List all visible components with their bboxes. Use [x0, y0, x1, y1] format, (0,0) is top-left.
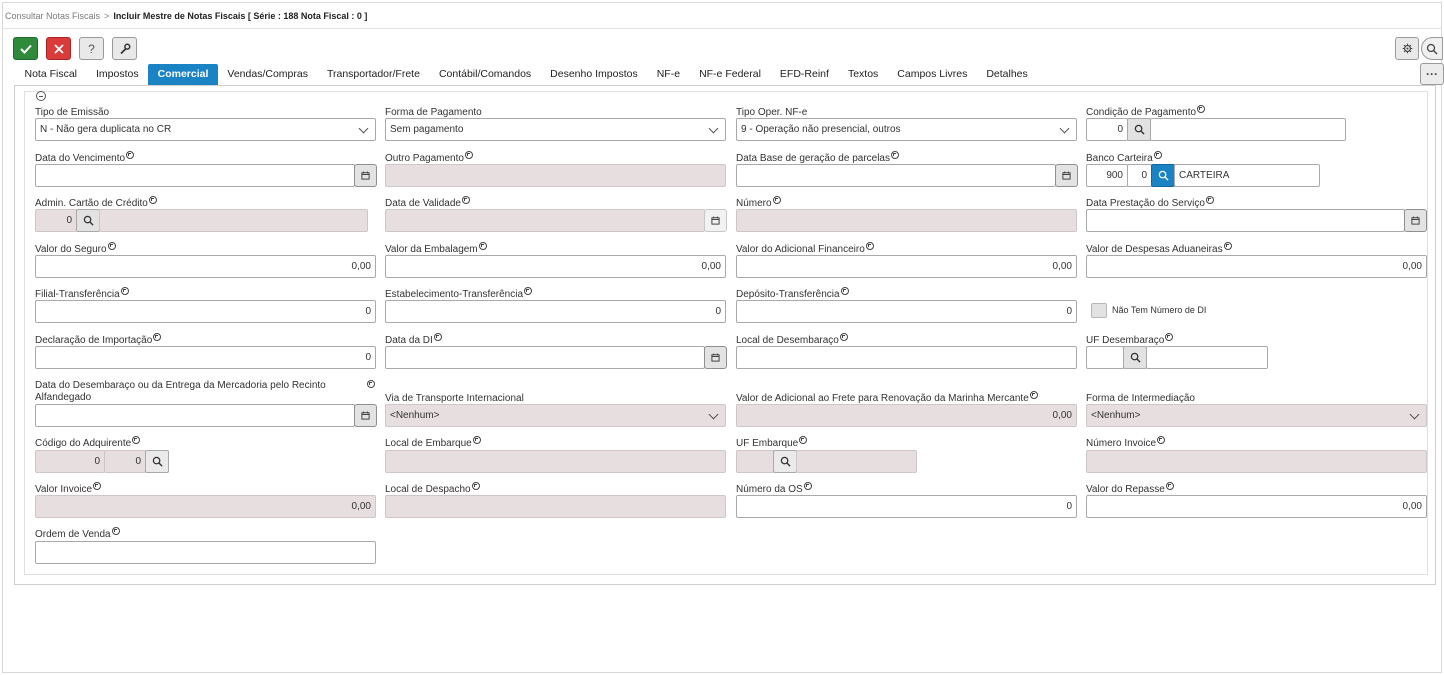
tipo-oper-nfe-select[interactable]: 9 - Operação não presencial, outros — [736, 118, 1077, 141]
search-icon — [1158, 170, 1169, 181]
nao-tem-numero-di-label: Não Tem Número de DI — [1112, 305, 1207, 315]
copy-icon[interactable] — [1165, 333, 1173, 341]
nao-tem-numero-di-checkbox[interactable] — [1091, 303, 1107, 318]
numero-invoice-label — [1086, 438, 1165, 450]
tab-nota-fiscal[interactable]: Nota Fiscal — [24, 68, 78, 80]
copy-icon[interactable] — [1154, 151, 1162, 159]
valor-adicional-financeiro-label-text: Valor do Adicional Financeiro — [736, 244, 865, 255]
valor-despesas-aduaneiras-label-text: Valor de Despesas Aduaneiras — [1086, 244, 1223, 255]
data-validade-input — [385, 209, 705, 232]
wrench-icon — [119, 43, 131, 55]
copy-icon[interactable] — [121, 287, 129, 295]
copy-icon[interactable] — [1166, 482, 1174, 490]
copy-icon[interactable] — [126, 151, 134, 159]
data-prestacao-input[interactable] — [1086, 209, 1405, 232]
uf-embarque-label — [736, 438, 807, 450]
valor-seguro-input[interactable]: 0,00 — [35, 255, 376, 278]
data-validade-calendar-button[interactable] — [704, 209, 727, 232]
close-icon — [54, 44, 64, 54]
copy-icon[interactable] — [479, 242, 487, 250]
estabelecimento-transferencia-label-text: Estabelecimento-Transferência — [385, 289, 524, 300]
ordem-venda-label — [35, 529, 120, 541]
calendar-icon — [711, 353, 720, 362]
banco-carteira-descricao[interactable]: CARTEIRA — [1174, 164, 1320, 187]
search-icon — [152, 456, 163, 467]
banco-carteira-codigo[interactable]: 0 — [1127, 164, 1152, 187]
numero-invoice-input — [1086, 450, 1427, 473]
local-embarque-label-text: Local de Embarque — [385, 438, 472, 449]
local-desembaraco-label-text: Local de Desembaraço — [736, 335, 839, 346]
admin-cartao-label-text: Admin. Cartão de Crédito — [35, 198, 148, 209]
condicao-pagamento-label-text: Condição de Pagamento — [1086, 107, 1197, 118]
declaracao-importacao-input[interactable]: 0 — [35, 346, 376, 369]
tab-desenho-impostos[interactable]: Desenho Impostos — [550, 68, 638, 80]
banco-carteira-search-button[interactable] — [1151, 164, 1175, 187]
valor-despesas-aduaneiras-input[interactable]: 0,00 — [1086, 255, 1427, 278]
forma-pagamento-select[interactable]: Sem pagamento — [385, 118, 726, 141]
valor-embalagem-input[interactable]: 0,00 — [385, 255, 726, 278]
ellipsis-icon: ··· — [1426, 67, 1438, 81]
forma-intermediacao-label: Forma de Intermediação — [1086, 393, 1195, 404]
valor-repasse-input[interactable]: 0,00 — [1086, 495, 1427, 518]
outro-pagamento-label-text: Outro Pagamento — [385, 153, 464, 164]
codigo-adquirente-search-button[interactable] — [145, 450, 169, 473]
calendar-icon — [711, 216, 720, 225]
copy-icon[interactable] — [773, 196, 781, 204]
copy-icon[interactable] — [1197, 105, 1205, 113]
copy-icon[interactable] — [840, 333, 848, 341]
gear-icon — [1402, 43, 1413, 54]
copy-icon[interactable] — [1224, 242, 1232, 250]
data-desembaraco-input[interactable] — [35, 404, 355, 427]
data-di-label-text: Data da DI — [385, 335, 433, 346]
codigo-adquirente-input-2: 0 — [104, 450, 146, 473]
copy-icon[interactable] — [472, 482, 480, 490]
filial-transferencia-input[interactable]: 0 — [35, 300, 376, 323]
data-di-calendar-button[interactable] — [704, 346, 727, 369]
breadcrumb-current: Incluir Mestre de Notas Fiscais [ Série : 188 Nota Fiscal : 0 ] — [113, 11, 368, 21]
cancel-button[interactable] — [46, 37, 71, 60]
numero-os-label-text: Número da OS — [736, 484, 803, 495]
local-despacho-label-text: Local de Despacho — [385, 484, 471, 495]
copy-icon[interactable] — [153, 333, 161, 341]
collapse-section-icon[interactable] — [36, 91, 46, 101]
local-embarque-label — [385, 438, 481, 450]
ordem-venda-input[interactable] — [35, 541, 376, 564]
valor-repasse-label-text: Valor do Repasse — [1086, 484, 1165, 495]
breadcrumb-parent[interactable]: Consultar Notas Fiscais — [5, 11, 101, 21]
valor-embalagem-label-text: Valor da Embalagem — [385, 244, 478, 255]
copy-icon[interactable] — [841, 287, 849, 295]
confirm-button[interactable] — [13, 37, 38, 60]
copy-icon[interactable] — [367, 380, 375, 388]
search-icon — [780, 456, 791, 467]
copy-icon[interactable] — [462, 196, 470, 204]
tab-contabil-comandos[interactable]: Contábil/Comandos — [438, 68, 532, 80]
valor-afrmm-label-text: Valor de Adicional ao Frete para Renovação da Marinha Mercante — [736, 393, 1029, 404]
copy-icon[interactable] — [524, 287, 532, 295]
via-transporte-label: Via de Transporte Internacional — [385, 393, 524, 404]
tab-transportador-frete[interactable]: Transportador/Frete — [326, 68, 420, 80]
uf-embarque-description — [796, 450, 917, 473]
copy-icon[interactable] — [465, 151, 473, 159]
copy-icon[interactable] — [866, 242, 874, 250]
search-icon — [1426, 43, 1438, 55]
copy-icon[interactable] — [1206, 196, 1214, 204]
copy-icon[interactable] — [93, 482, 101, 490]
valor-adicional-financeiro-input[interactable]: 0,00 — [736, 255, 1077, 278]
numero-os-input[interactable]: 0 — [736, 495, 1077, 518]
help-icon: ? — [88, 41, 95, 56]
copy-icon[interactable] — [473, 436, 481, 444]
admin-cartao-search-button[interactable] — [76, 209, 100, 232]
local-desembaraco-input[interactable] — [736, 346, 1077, 369]
copy-icon[interactable] — [891, 151, 899, 159]
search-icon — [83, 215, 94, 226]
copy-icon[interactable] — [799, 436, 807, 444]
copy-icon[interactable] — [434, 333, 442, 341]
more-options-button[interactable] — [1420, 63, 1444, 85]
tab-nfe-federal[interactable]: NF-e Federal — [699, 68, 761, 80]
data-validade-label-text: Data de Validade — [385, 198, 461, 209]
uf-desembaraco-description[interactable] — [1146, 346, 1268, 369]
calendar-icon — [361, 171, 370, 180]
filial-transferencia-label-text: Filial-Transferência — [35, 289, 120, 300]
tab-efd-reinf[interactable]: EFD-Reinf — [779, 68, 829, 80]
data-di-input[interactable] — [385, 346, 705, 369]
outro-pagamento-input — [385, 164, 726, 187]
tab-bar — [15, 64, 1037, 85]
via-transporte-select[interactable]: <Nenhum> — [385, 404, 726, 427]
local-embarque-input — [385, 450, 726, 473]
data-base-parcelas-input[interactable] — [736, 164, 1056, 187]
valor-afrmm-input: 0,00 — [736, 404, 1077, 427]
copy-icon[interactable] — [1030, 391, 1038, 399]
numero-invoice-label-text: Número Invoice — [1086, 438, 1157, 449]
tools-button[interactable] — [112, 37, 137, 60]
data-base-parcelas-calendar-button[interactable] — [1055, 164, 1078, 187]
condicao-pagamento-description[interactable] — [1150, 118, 1346, 141]
forma-intermediacao-select[interactable]: <Nenhum> — [1086, 404, 1427, 427]
condicao-pagamento-search-button[interactable] — [1127, 118, 1151, 141]
copy-icon[interactable] — [1157, 436, 1165, 444]
codigo-adquirente-input-1: 0 — [35, 450, 105, 473]
tab-campos-livres[interactable]: Campos Livres — [897, 68, 968, 80]
calendar-icon — [1411, 216, 1420, 225]
data-vencimento-input[interactable] — [35, 164, 355, 187]
data-desembaraco-label: Data do Desembaraço ou da Entrega da Mercadoria pelo Recinto Alfandegado — [35, 380, 326, 403]
ordem-venda-label-text: Ordem de Venda — [35, 529, 111, 540]
calendar-icon — [361, 411, 370, 420]
check-icon — [20, 44, 32, 54]
tab-nfe[interactable]: NF-e — [656, 68, 681, 80]
data-vencimento-label-text: Data do Vencimento — [35, 153, 126, 164]
search-icon — [1134, 124, 1145, 135]
data-vencimento-calendar-button[interactable] — [354, 164, 377, 187]
search-icon — [1130, 352, 1141, 363]
uf-embarque-label-text: UF Embarque — [736, 438, 799, 449]
deposito-transferencia-input[interactable]: 0 — [736, 300, 1077, 323]
uf-embarque-search-button[interactable] — [773, 450, 797, 473]
declaracao-importacao-label-text: Declaração de Importação — [35, 335, 153, 346]
data-prestacao-label-text: Data Prestação do Serviço — [1086, 198, 1205, 209]
condicao-pagamento-code[interactable]: 0 — [1086, 118, 1128, 141]
estabelecimento-transferencia-input[interactable]: 0 — [385, 300, 726, 323]
tipo-oper-nfe-label: Tipo Oper. NF-e — [736, 107, 808, 118]
tab-textos[interactable]: Textos — [847, 68, 879, 80]
banco-carteira-banco[interactable]: 900 — [1086, 164, 1128, 187]
forma-pagamento-label: Forma de Pagamento — [385, 107, 482, 118]
admin-cartao-code: 0 — [35, 209, 77, 232]
codigo-adquirente-label — [35, 438, 140, 450]
codigo-adquirente-label-text: Código do Adquirente — [35, 438, 132, 449]
data-desembaraco-calendar-button[interactable] — [354, 404, 377, 427]
tab-impostos[interactable]: Impostos — [96, 68, 139, 80]
copy-icon[interactable] — [804, 482, 812, 490]
breadcrumb-separator: > — [104, 11, 110, 21]
settings-button[interactable] — [1395, 37, 1419, 60]
local-despacho-input — [385, 495, 726, 518]
valor-seguro-label-text: Valor do Seguro — [35, 244, 107, 255]
copy-icon[interactable] — [149, 196, 157, 204]
tipo-emissao-label-text: Tipo de Emissão — [35, 107, 110, 118]
deposito-transferencia-label-text: Depósito-Transferência — [736, 289, 840, 300]
numero-label-text: Número — [736, 198, 772, 209]
global-search-button[interactable] — [1421, 37, 1443, 60]
tab-detalhes[interactable]: Detalhes — [986, 68, 1028, 80]
copy-icon[interactable] — [112, 527, 120, 535]
valor-invoice-input: 0,00 — [35, 495, 376, 518]
uf-desembaraco-search-button[interactable] — [1123, 346, 1147, 369]
numero-input — [736, 209, 1077, 232]
uf-desembaraco-code[interactable] — [1086, 346, 1124, 369]
tab-comercial[interactable]: Comercial — [148, 64, 218, 85]
breadcrumb — [5, 11, 367, 21]
tipo-emissao-select[interactable]: N - Não gera duplicata no CR — [35, 118, 376, 141]
uf-embarque-code — [736, 450, 774, 473]
data-prestacao-calendar-button[interactable] — [1404, 209, 1427, 232]
copy-icon[interactable] — [132, 436, 140, 444]
valor-invoice-label-text: Valor Invoice — [35, 484, 93, 495]
banco-carteira-label-text: Banco Carteira — [1086, 153, 1153, 164]
admin-cartao-description — [99, 209, 368, 232]
calendar-icon — [1062, 171, 1071, 180]
copy-icon[interactable] — [108, 242, 116, 250]
header-divider — [2, 28, 1442, 29]
uf-desembaraco-label-text: UF Desembaraço — [1086, 335, 1165, 346]
tab-vendas-compras[interactable]: Vendas/Compras — [227, 68, 308, 80]
help-button[interactable] — [79, 37, 104, 60]
data-base-parcelas-label-text: Data Base de geração de parcelas — [736, 153, 890, 164]
